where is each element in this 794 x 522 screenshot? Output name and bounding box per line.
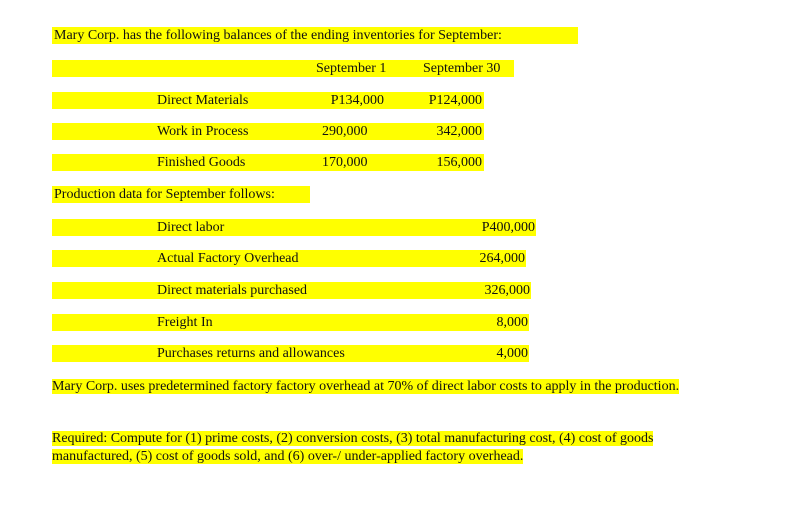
production-row-value: 8,000 bbox=[496, 315, 528, 330]
required-text: Required: Compute for (1) prime costs, (2) conversion costs, (3) total manufacturing cost, (4) cost of goods manufactured, (5) cost of goods sold, and (6) over-/ under-applied factory overhead. bbox=[52, 431, 654, 464]
header-september-1: September 1 bbox=[316, 61, 387, 76]
overhead-note-text: Mary Corp. uses predetermined factory factory overhead at 70% of direct labor costs to apply in the production. bbox=[52, 379, 680, 394]
inventory-row-sep30: 342,000 bbox=[436, 124, 482, 139]
production-row-label: Freight In bbox=[157, 315, 213, 330]
header-september-30: September 30 bbox=[423, 61, 501, 76]
production-row-value: P400,000 bbox=[481, 220, 535, 235]
inventory-row-label: Finished Goods bbox=[157, 155, 246, 170]
required-paragraph bbox=[52, 430, 712, 466]
inventory-row-label: Direct Materials bbox=[157, 93, 249, 108]
production-row-label: Actual Factory Overhead bbox=[157, 251, 299, 266]
production-row-value: 264,000 bbox=[479, 251, 525, 266]
inventory-row-sep1: P134,000 bbox=[330, 93, 384, 108]
overhead-note bbox=[52, 378, 712, 396]
inventory-row-label: Work in Process bbox=[157, 124, 249, 139]
production-row-value: 4,000 bbox=[496, 346, 528, 361]
production-row-value: 326,000 bbox=[484, 283, 530, 298]
production-row-label: Direct materials purchased bbox=[157, 283, 308, 298]
intro-text: Mary Corp. has the following balances of the ending inventories for September: bbox=[52, 27, 578, 44]
production-row-label: Direct labor bbox=[157, 220, 225, 235]
inventory-row-sep1: 290,000 bbox=[322, 124, 368, 139]
production-row-label: Purchases returns and allowances bbox=[157, 346, 345, 361]
inventory-row-sep30: 156,000 bbox=[436, 155, 482, 170]
inventory-row-sep1: 170,000 bbox=[322, 155, 368, 170]
inventory-row-sep30: P124,000 bbox=[428, 93, 482, 108]
production-intro-text: Production data for September follows: bbox=[52, 186, 310, 203]
